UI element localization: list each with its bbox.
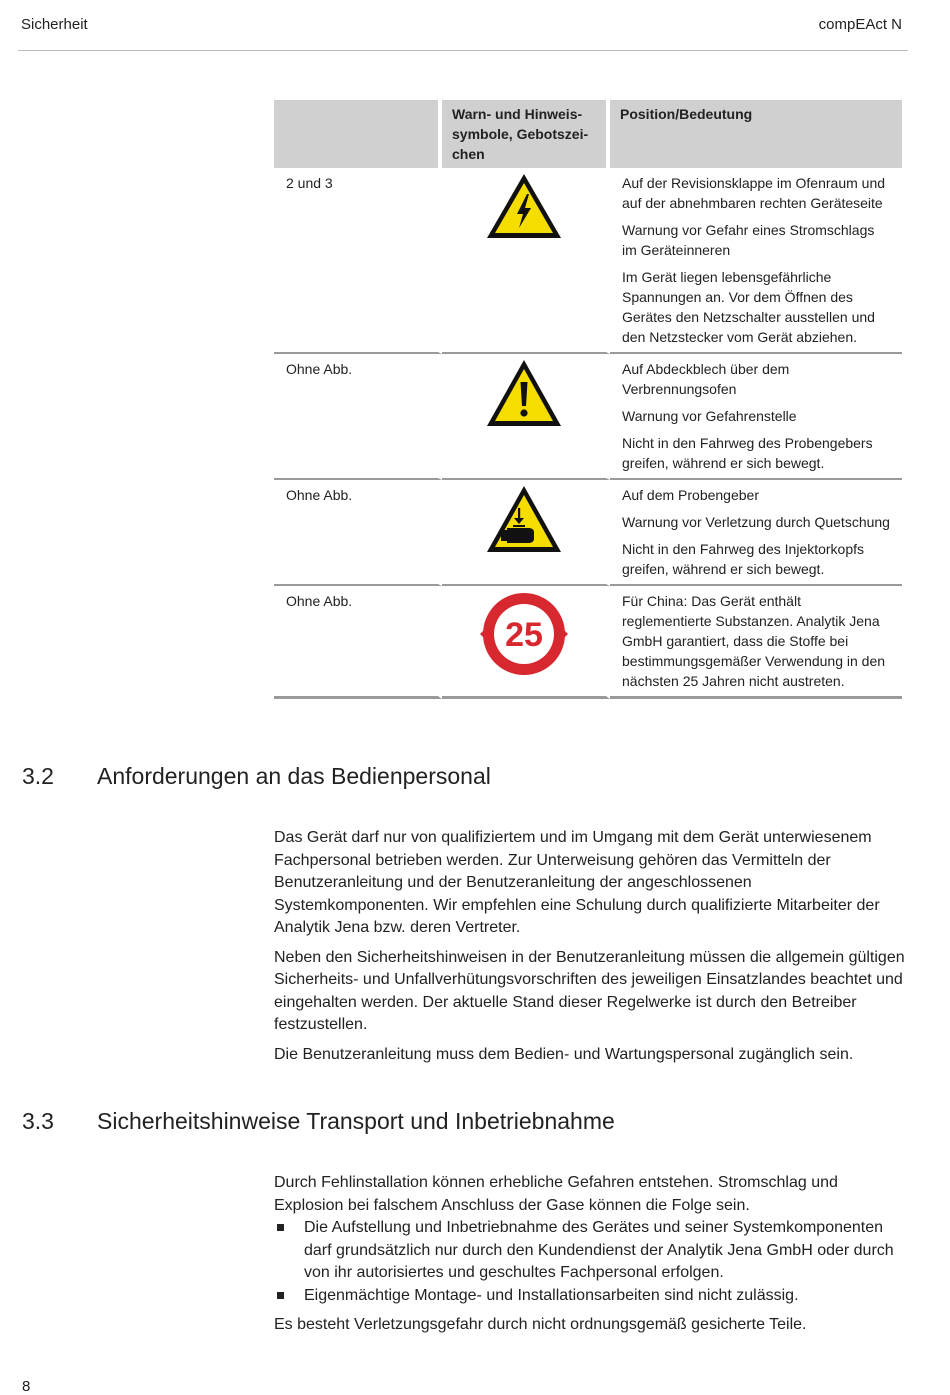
- row-meaning: [610, 354, 902, 480]
- general-warning-icon: [485, 358, 563, 428]
- row-symbol: [442, 480, 610, 586]
- china-rohs-25-icon: [476, 590, 572, 678]
- bullet-list: [274, 1217, 906, 1307]
- table-row: [274, 480, 902, 586]
- row-symbol: [442, 586, 610, 699]
- paragraph: Neben den Sicherheitshinweisen in der Benutzeranleitung müssen die allgemein gültigen Sicherheits- und Unfallverhütungsvorschriften des jeweiligen Einsatzlandes beachtet und eingehalten werden. Der aktuelle Stand dieser Regelwerke ist durch den Betreiber festzustellen.: [274, 948, 905, 1033]
- table-header-row: [274, 100, 902, 168]
- row-reference: Ohne Abb.: [274, 586, 442, 699]
- row-text: Auf Abdeckblech über dem Verbrennungsofen: [622, 361, 790, 397]
- row-text: Nicht in den Fahrweg des Probengebers greifen, während er sich bewegt.: [622, 435, 873, 471]
- list-item: [274, 1285, 906, 1308]
- row-meaning: [610, 168, 902, 354]
- row-text: Warnung vor Gefahr eines Stromschlags im Geräteinneren: [622, 222, 875, 258]
- row-text: Für China: Das Gerät enthält reglementierte Substanzen. Analytik Jena GmbH garantiert, dass die Stoffe bei bestimmungsgemäßer Verwendung in den nächsten 25 Jahren nicht austreten.: [622, 593, 886, 689]
- paragraph: Es besteht Verletzungsgefahr durch nicht ordnungsgemäß gesicherte Teile.: [274, 1316, 807, 1333]
- row-text: Warnung vor Gefahrenstelle: [622, 408, 797, 424]
- list-item: [274, 1217, 906, 1285]
- row-text: Auf der Revisionsklappe im Ofenraum und auf der abnehmbaren rechten Geräteseite: [622, 175, 886, 211]
- paragraph: Die Benutzeranleitung muss dem Bedien- und Wartungspersonal zugänglich sein.: [274, 1045, 854, 1063]
- row-reference: Ohne Abb.: [274, 480, 442, 586]
- row-reference: 2 und 3: [274, 168, 442, 354]
- row-text: Nicht in den Fahrweg des Injektorkopfs greifen, während er sich bewegt.: [622, 541, 865, 577]
- bullet-square-icon: [277, 1224, 284, 1231]
- section-number: 3.3: [22, 1108, 54, 1134]
- section-32-body: [274, 827, 906, 1073]
- section-number: 3.2: [22, 763, 54, 789]
- electric-shock-warning-icon: [485, 172, 563, 240]
- header-product-name: compEAct N: [818, 16, 902, 33]
- section-title: Anforderungen an das Bedienpersonal: [97, 763, 491, 789]
- table-row: [274, 354, 902, 480]
- row-text: Warnung vor Verletzung durch Quetschung: [622, 514, 890, 530]
- section-title: Sicherheitshinweise Transport und Inbetriebnahme: [97, 1108, 615, 1134]
- list-item-text: Die Aufstellung und Inbetriebnahme des Gerätes und seiner Systemkomponenten darf grundsätzlich nur durch den Kundendienst der Analytik Jena GmbH oder durch von ihr autorisiertes und geschultes Fachpersonal erfolgen.: [304, 1219, 894, 1281]
- table-header-reference: [274, 100, 442, 168]
- row-meaning: [610, 480, 902, 586]
- header-divider: [18, 50, 908, 51]
- paragraph: Durch Fehlinstallation können erhebliche Gefahren entstehen. Stromschlag und Explosion bei falschem Anschluss der Gase können die Folge sein.: [274, 1174, 838, 1214]
- crushing-hand-warning-icon: [485, 484, 563, 554]
- rohs-years-label: 25: [505, 616, 543, 654]
- table-header-symbols: Warn- und Hinweis-symbole, Gebotszei-chen: [442, 100, 610, 168]
- table-header-meaning: Position/Bedeutung: [610, 100, 902, 168]
- row-text: Auf dem Probengeber: [622, 487, 759, 503]
- warning-symbols-table: [274, 100, 902, 699]
- header-section-label: Sicherheit: [21, 16, 88, 33]
- page-number: 8: [22, 1378, 31, 1395]
- bullet-square-icon: [277, 1292, 284, 1299]
- table-row: [274, 586, 902, 699]
- list-item-text: Eigenmächtige Montage- und Installationsarbeiten sind nicht zulässig.: [304, 1286, 799, 1304]
- row-meaning: [610, 586, 902, 699]
- row-text: Im Gerät liegen lebensgefährliche Spannungen an. Vor dem Öffnen des Gerätes den Netzschalter ausstellen und den Netzstecker vom Gerät abziehen.: [622, 269, 875, 345]
- row-symbol: [442, 354, 610, 480]
- paragraph: Das Gerät darf nur von qualifiziertem und im Umgang mit dem Gerät unterwiesenem Fachpersonal betrieben werden. Zur Unterweisung gehören das Vermitteln der Benutzeranleitung und der Benutzeranleitung der angeschlossenen Systemkomponenten. Wir empfehlen eine Schulung durch qualifizierte Mitarbeiter der Analytik Jena bzw. deren Vertreter.: [274, 829, 880, 936]
- section-33-body: [274, 1172, 906, 1344]
- row-symbol: [442, 168, 610, 354]
- table-row: [274, 168, 902, 354]
- row-reference: Ohne Abb.: [274, 354, 442, 480]
